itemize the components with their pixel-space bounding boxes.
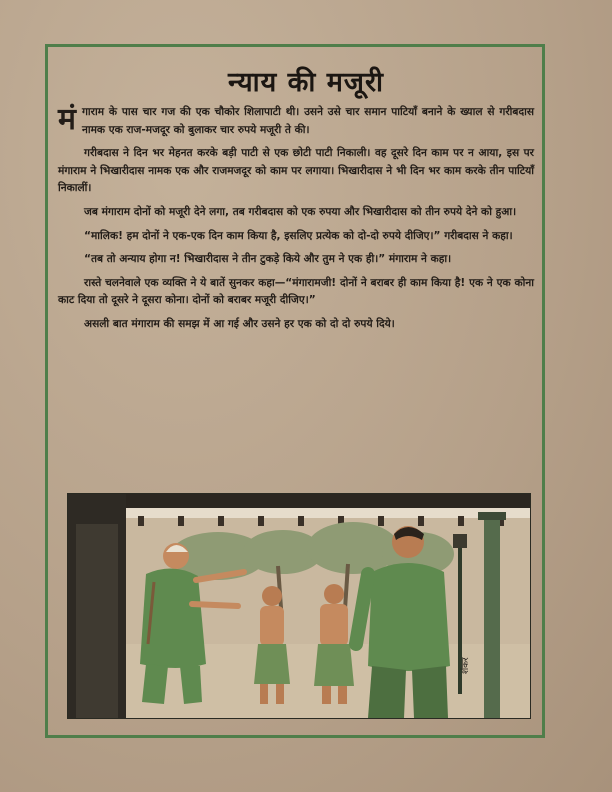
roof-beam — [68, 494, 530, 508]
lamp — [453, 534, 467, 548]
story-paragraph: “तब तो अन्याय होगा न! भिखारीदास ने तीन टुकड़े किये और तुम ने एक ही।” मंगाराम ने कहा। — [84, 253, 452, 266]
pillar — [484, 514, 500, 718]
artist-signature: शंकर — [461, 657, 471, 674]
drop-cap: मं — [58, 102, 76, 137]
pillar-capital — [478, 512, 506, 520]
story-paragraph: असली बात मंगाराम की समझ में आ गई और उसने हर एक को दो दो रुपये दिये। — [84, 317, 395, 330]
story-paragraph: रास्ते चलनेवाले एक व्यक्ति ने ये बातें सुनकर कहा—“मंगारामजी! दोनों ने बराबर ही काम किया है! एक ने एक कोना काट दिया तो दूसरे ने दूसरा कोना। दोनों को बराबर मजूरी दीजिए।” — [58, 276, 534, 307]
paragraph-text: गाराम के पास चार गज की एक चौकोर शिलापाटी थी। उसने उसे चार समान पाटियाँ बनाने के ख्याल से गरीबदास नामक एक राज-मजदूर को बुलाकर चार रुपये मजूरी ते की। — [81, 106, 534, 136]
story-body — [58, 104, 534, 340]
story-paragraph: जब मंगाराम दोनों को मजूरी देने लगा, तब गरीबदास को एक रुपया और भिखारीदास को तीन रुपये देने को हुआ। — [84, 205, 517, 218]
story-illustration — [67, 493, 531, 719]
story-paragraph: “मालिक! हम दोनों ने एक-एक दिन काम किया है, इसलिए प्रत्येक को दो-दो रुपये दीजिए।” गरीबदास ने कहा। — [84, 229, 513, 242]
story-paragraph — [58, 104, 534, 139]
roof-ledge — [108, 508, 530, 518]
story-title: न्याय की मजूरी — [227, 67, 385, 98]
door-panel — [76, 524, 118, 718]
story-paragraph: गरीबदास ने दिन भर मेहनत करके बड़ी पाटी से एक छोटी पाटी निकाली। वह दूसरे दिन काम पर न आया, इस पर मंगाराम ने भिखारीदास नामक एक और राजमजदूर को काम पर लगाया। भिखारीदास ने भी दिन भर काम करके तीन पाटियाँ निकालीं। — [58, 147, 534, 195]
